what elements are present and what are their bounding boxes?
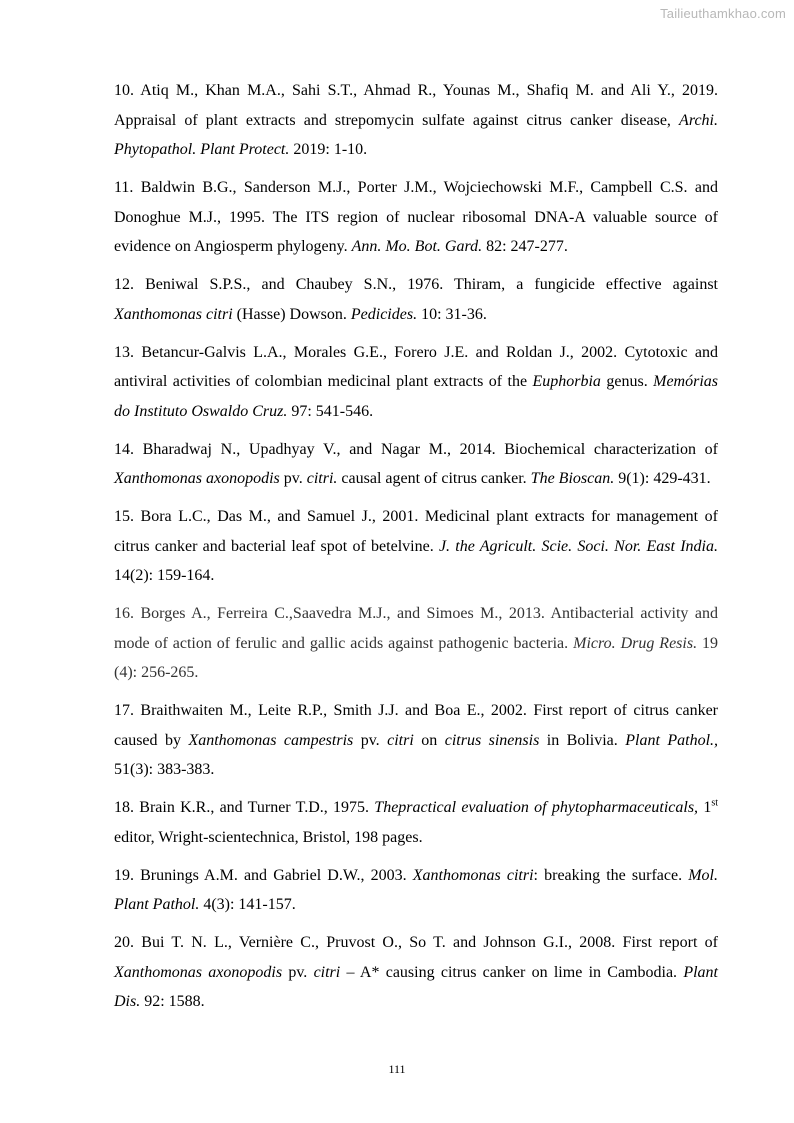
ref-text: 82: 247-277. [482,238,568,255]
ref-text: 1 [698,799,712,816]
ref-journal: Micro. Drug Resis. [573,634,698,652]
ref-text: (Hasse) Dowson. [232,305,351,323]
ref-journal: Plant Dis. [114,963,718,1010]
ref-text: causal agent of citrus canker. [337,470,531,487]
ref-species: Xanthomonas citri [412,866,534,884]
ref-text: 19 (4): 256-265. [114,634,719,681]
ref-text: 11. Baldwin B.G., Sanderson M.J., Porter J.M., Wojciechowski M.F., Campbell C.S. and Donoghue M.J., 1995. The ITS region of nuclear ribosomal DNA-A valuable source of evidence on Angiosperm phylogeny. [114,179,718,255]
ref-text: 97: 541-546. [287,402,374,420]
ref-journal: Pedicides. [350,305,418,323]
ref-text: 10: 31-36. [417,305,487,323]
ref-text: 51(3): 383-383. [114,761,215,778]
ref-species: Xanthomonas axonopodis [114,470,280,487]
ref-text: 17. Braithwaiten M., Leite R.P., Smith J.J. and Boa E., 2002. First report of citrus canker caused by [114,702,718,749]
ref-book-title: Thepractical evaluation of phytopharmaceuticals, [374,799,699,816]
ref-text: 14(2): 159-164. [114,567,215,584]
ref-text: pv. [282,963,314,981]
reference-20 [114,928,718,1017]
ref-text: 92: 1588. [140,993,205,1010]
ref-pathovar: citri. [306,470,338,487]
ref-journal: Archi. Phytopathol. Plant Protect. [114,111,718,158]
ref-text: 20. Bui T. N. L., Vernière C., Pruvost O., So T. and Johnson G.I., 2008. First report of [114,934,718,951]
ref-species: Xanthomonas campestris [188,731,354,749]
ref-text: 2019: 1-10. [289,141,368,158]
ref-journal: Ann. Mo. Bot. Gard. [351,238,483,255]
ref-journal: Memórias do Instituto Oswaldo Cruz. [114,373,719,420]
ref-species: Xanthomonas citri [114,305,233,323]
reference-14 [114,435,718,494]
ref-text: 15. Bora L.C., Das M., and Samuel J., 2001. Medicinal plant extracts for management of citrus canker and bacterial leaf spot of betelvine. [114,508,718,555]
watermark: Tailieuthamkhao.com [660,6,786,21]
reference-18 [114,793,718,852]
ref-text: 10. Atiq M., Khan M.A., Sahi S.T., Ahmad R., Younas M., Shafiq M. and Ali Y., 2019. Appraisal of plant extracts and strepomycin sulfate against citrus canker disease, [114,82,718,129]
reference-10 [114,76,718,165]
reference-15 [114,502,718,591]
ref-text: in Bolivia. [539,731,626,749]
ref-text: 9(1): 429-431. [614,470,711,487]
ref-text: 13. Betancur-Galvis L.A., Morales G.E., Forero J.E. and Roldan J., 2002. Cytotoxic and antiviral activities of colombian medicinal plant extracts of the [114,343,718,390]
ref-host: citrus sinensis [444,731,540,749]
reference-19 [114,861,718,920]
ref-text: on [413,731,445,749]
ref-journal: The Bioscan. [530,470,615,487]
page-number: 111 [388,1062,406,1076]
ref-text: 16. Borges A., Ferreira C.,Saavedra M.J., and Simoes M., 2013. Antibacterial activity and mode of action of ferulic and gallic acids against pathogenic bacteria. [114,605,718,652]
ref-species: Xanthomonas axonopodis [114,963,283,981]
ref-text: 4(3): 141-157. [199,896,296,913]
ref-genus: Euphorbia [532,373,601,390]
ref-text: : breaking the surface. [533,866,689,884]
ref-journal: Mol. Plant Pathol. [114,866,718,913]
ref-text: 14. Bharadwaj N., Upadhyay V., and Nagar M., 2014. Biochemical characterization of [114,440,718,458]
ref-text: pv. [279,470,307,487]
ref-text: 19. Brunings A.M. and Gabriel D.W., 2003. [114,866,413,884]
ref-text: editor, Wright-scientechnica, Bristol, 198 pages. [114,828,423,846]
reference-16 [114,599,718,688]
ref-superscript: st [711,797,719,809]
ref-pathovar: citri [313,963,341,981]
ref-text: 18. Brain K.R., and Turner T.D., 1975. [114,799,375,816]
reference-13 [114,338,718,427]
reference-list [114,76,718,1025]
ref-journal: J. the Agricult. Scie. Soci. Nor. East India. [438,537,718,555]
reference-17 [114,696,718,785]
ref-journal: Plant Pathol., [625,731,719,749]
ref-text: 12. Beniwal S.P.S., and Chaubey S.N., 1976. Thiram, a fungicide effective against [114,276,718,293]
ref-pathovar: citri [387,731,414,749]
ref-text: – A* causing citrus canker on lime in Cambodia. [340,963,684,981]
reference-11 [114,173,718,262]
reference-12 [114,270,718,329]
ref-text: genus. [600,373,654,390]
ref-text: pv. [353,731,388,749]
